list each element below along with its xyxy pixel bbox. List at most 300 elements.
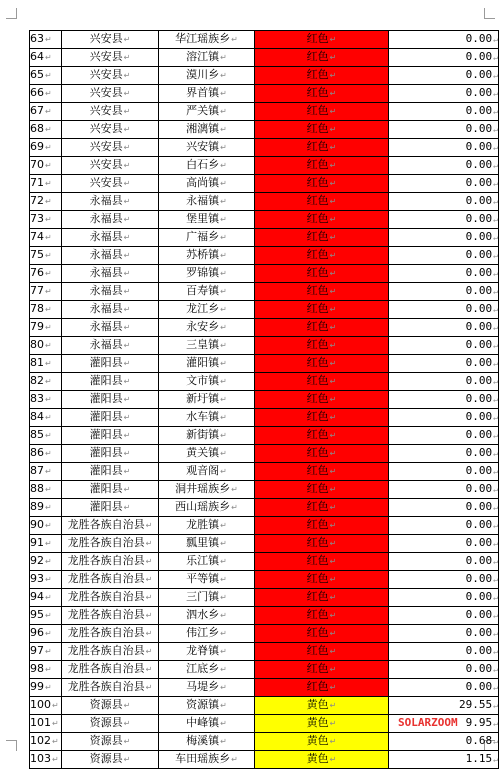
row-number-text: 101 [30,716,51,729]
warning-level-cell [255,247,389,265]
row-number-text: 83 [30,392,44,405]
paragraph-mark-icon: ↵ [145,611,153,620]
town-text: 龙脊镇 [186,644,220,657]
row-number-cell [30,733,62,751]
paragraph-mark-icon: ↵ [220,719,227,728]
paragraph-mark-icon: ↵ [329,215,337,224]
value-text: 0.00 [465,590,493,603]
value-cell [389,301,499,319]
county-cell [62,157,159,175]
warning-level-cell [255,409,389,427]
table-row [30,157,499,175]
table-row [30,319,499,337]
county-cell [62,589,159,607]
paragraph-mark-icon: ↵ [329,485,337,494]
paragraph-mark-icon: ↵ [123,467,131,476]
table-row [30,481,499,499]
paragraph-mark-icon: ↵ [123,251,131,260]
town-text: 新街镇 [186,428,220,441]
warning-level-text: 红色 [306,518,329,531]
table-row [30,67,499,85]
county-cell [62,265,159,283]
town-text: 三皇镇 [186,338,220,351]
table-row [30,355,499,373]
town-cell [159,67,255,85]
paragraph-mark-icon: ↵ [123,449,131,458]
row-number-text: 79 [30,320,44,333]
paragraph-mark-icon: ↵ [45,647,52,656]
county-cell [62,139,159,157]
value-cell [389,337,499,355]
paragraph-mark-icon: ↵ [329,683,337,692]
paragraph-mark-icon: ↵ [220,71,227,80]
town-text: 漠川乡 [186,68,220,81]
row-number-cell [30,121,62,139]
value-cell [389,427,499,445]
value-text: 0.00 [465,446,493,459]
value-cell [389,607,499,625]
table-row [30,31,499,49]
paragraph-mark-icon: ↵ [231,755,238,764]
paragraph-mark-icon: ↵ [493,647,498,656]
row-number-cell [30,319,62,337]
town-text: 观音阁 [186,464,220,477]
row-number-cell [30,445,62,463]
row-number-cell [30,643,62,661]
paragraph-mark-icon: ↵ [45,323,52,332]
paragraph-mark-icon: ↵ [329,197,337,206]
paragraph-mark-icon: ↵ [329,323,337,332]
table-row [30,427,499,445]
county-cell [62,499,159,517]
town-text: 灌阳镇 [186,356,220,369]
county-text: 灌阳县 [89,464,123,477]
paragraph-mark-icon: ↵ [45,125,52,134]
paragraph-mark-icon: ↵ [493,611,498,620]
row-number-cell [30,625,62,643]
county-text: 龙胜各族自治县 [67,590,145,603]
paragraph-mark-icon: ↵ [123,377,131,386]
paragraph-mark-icon: ↵ [123,737,131,746]
paragraph-mark-icon: ↵ [123,35,131,44]
warning-level-text: 红色 [306,572,329,585]
value-text: 0.00 [465,644,493,657]
town-text: 新圩镇 [186,392,220,405]
paragraph-mark-icon: ↵ [329,287,337,296]
paragraph-mark-icon: ↵ [220,305,227,314]
value-cell [389,211,499,229]
row-number-text: 100 [30,698,51,711]
county-text: 资源县 [89,716,123,729]
row-number-text: 93 [30,572,44,585]
county-cell [62,175,159,193]
paragraph-mark-icon: ↵ [493,557,498,566]
paragraph-mark-icon: ↵ [329,179,337,188]
county-text: 龙胜各族自治县 [67,680,145,693]
warning-level-cell [255,67,389,85]
value-cell [389,535,499,553]
county-cell [62,517,159,535]
county-cell [62,643,159,661]
paragraph-mark-icon: ↵ [123,197,131,206]
paragraph-mark-icon: ↵ [145,521,153,530]
town-cell [159,607,255,625]
paragraph-mark-icon: ↵ [45,521,52,530]
row-number-text: 86 [30,446,44,459]
warning-level-text: 红色 [306,104,329,117]
paragraph-mark-icon: ↵ [123,503,131,512]
warning-level-cell [255,175,389,193]
row-number-cell [30,751,62,769]
county-text: 兴安县 [89,158,123,171]
county-cell [62,445,159,463]
county-text: 资源县 [89,752,123,765]
row-number-text: 94 [30,590,44,603]
town-text: 溶江镇 [186,50,220,63]
value-text: 0.00 [465,104,493,117]
row-number-text: 70 [30,158,44,171]
value-cell [389,499,499,517]
row-number-cell [30,391,62,409]
row-number-cell [30,67,62,85]
paragraph-mark-icon: ↵ [329,71,337,80]
paragraph-mark-icon: ↵ [329,665,337,674]
table-row [30,571,499,589]
paragraph-mark-icon: ↵ [145,665,153,674]
paragraph-mark-icon: ↵ [220,269,227,278]
value-text: 0.00 [465,662,493,675]
paragraph-mark-icon: ↵ [329,467,337,476]
value-cell [389,481,499,499]
paragraph-mark-icon: ↵ [493,377,498,386]
county-text: 永福县 [89,338,123,351]
value-cell [389,67,499,85]
paragraph-mark-icon: ↵ [329,719,337,728]
paragraph-mark-icon: ↵ [329,647,337,656]
row-number-cell [30,463,62,481]
town-cell [159,409,255,427]
town-cell [159,121,255,139]
value-text: 0.00 [465,428,493,441]
paragraph-mark-icon: ↵ [45,161,52,170]
row-number-text: 64 [30,50,44,63]
paragraph-mark-icon: ↵ [145,575,153,584]
county-text: 永福县 [89,284,123,297]
town-text: 龙胜镇 [186,518,220,531]
paragraph-mark-icon: ↵ [123,287,131,296]
value-cell [389,589,499,607]
town-cell [159,499,255,517]
town-cell [159,337,255,355]
table-row [30,499,499,517]
town-cell [159,517,255,535]
county-text: 永福县 [89,302,123,315]
row-number-cell [30,193,62,211]
warning-level-cell [255,643,389,661]
row-number-cell [30,589,62,607]
table-row [30,679,499,697]
warning-level-text: 红色 [306,662,329,675]
warning-level-cell [255,193,389,211]
table-row [30,211,499,229]
warning-level-cell [255,391,389,409]
row-number-cell [30,499,62,517]
paragraph-mark-icon: ↵ [52,737,59,746]
county-text: 灌阳县 [89,356,123,369]
paragraph-mark-icon: ↵ [220,161,227,170]
row-number-text: 74 [30,230,44,243]
town-cell [159,283,255,301]
value-cell [389,49,499,67]
value-text: 0.00 [465,176,493,189]
warning-level-cell [255,301,389,319]
town-text: 瓢里镇 [186,536,220,549]
paragraph-mark-icon: ↵ [45,71,52,80]
value-text: 29.55 [459,698,493,711]
paragraph-mark-icon: ↵ [45,215,52,224]
value-text: 0.00 [465,554,493,567]
county-text: 资源县 [89,734,123,747]
paragraph-mark-icon: ↵ [220,665,227,674]
warning-level-cell [255,85,389,103]
warning-level-text: 红色 [306,122,329,135]
paragraph-mark-icon: ↵ [493,665,498,674]
warning-level-text: 红色 [306,176,329,189]
row-number-text: 69 [30,140,44,153]
paragraph-mark-icon: ↵ [493,467,498,476]
paragraph-mark-icon: ↵ [329,539,337,548]
county-text: 兴安县 [89,86,123,99]
paragraph-mark-icon: ↵ [145,557,153,566]
value-text: 0.00 [465,680,493,693]
value-cell [389,625,499,643]
row-number-text: 90 [30,518,44,531]
town-cell [159,103,255,121]
town-cell [159,373,255,391]
row-number-cell [30,715,62,733]
table-row [30,301,499,319]
county-text: 兴安县 [89,68,123,81]
town-text: 洞井瑶族乡 [175,482,231,495]
row-number-cell [30,571,62,589]
paragraph-mark-icon: ↵ [45,269,52,278]
table-row [30,139,499,157]
warning-level-cell [255,679,389,697]
table-row [30,535,499,553]
county-text: 龙胜各族自治县 [67,536,145,549]
paragraph-mark-icon: ↵ [329,575,337,584]
town-text: 湘漓镇 [186,122,220,135]
value-text: 0.00 [465,212,493,225]
value-text: 0.00 [465,536,493,549]
paragraph-mark-icon: ↵ [45,485,52,494]
warning-level-cell [255,517,389,535]
row-number-cell [30,373,62,391]
county-cell [62,67,159,85]
paragraph-mark-icon: ↵ [123,323,131,332]
paragraph-mark-icon: ↵ [493,305,498,314]
town-text: 西山瑶族乡 [175,500,231,513]
row-number-cell [30,103,62,121]
town-cell [159,355,255,373]
county-text: 永福县 [89,194,123,207]
paragraph-mark-icon: ↵ [493,341,498,350]
paragraph-mark-icon: ↵ [45,593,52,602]
row-number-text: 81 [30,356,44,369]
row-number-text: 102 [30,734,51,747]
warning-level-cell [255,355,389,373]
warning-level-text: 红色 [306,536,329,549]
row-number-cell [30,49,62,67]
county-cell [62,103,159,121]
value-text: 0.00 [465,320,493,333]
paragraph-mark-icon: ↵ [493,269,498,278]
value-text: 0.00 [465,122,493,135]
town-text: 界首镇 [186,86,220,99]
value-cell [389,445,499,463]
town-text: 百寿镇 [186,284,220,297]
table-row [30,607,499,625]
value-cell [389,175,499,193]
page-corner-mark-top-left [6,8,17,19]
warning-level-cell [255,481,389,499]
paragraph-mark-icon: ↵ [45,35,52,44]
county-text: 灌阳县 [89,482,123,495]
paragraph-mark-icon: ↵ [45,287,52,296]
paragraph-mark-icon: ↵ [52,719,59,728]
county-cell [62,247,159,265]
value-text: 0.00 [465,68,493,81]
town-text: 白石乡 [186,158,220,171]
value-cell [389,31,499,49]
warning-level-text: 红色 [306,446,329,459]
warning-level-cell [255,121,389,139]
paragraph-mark-icon: ↵ [220,611,227,620]
paragraph-mark-icon: ↵ [123,233,131,242]
paragraph-mark-icon: ↵ [493,413,498,422]
county-cell [62,283,159,301]
warning-level-text: 红色 [306,680,329,693]
row-number-cell [30,517,62,535]
paragraph-mark-icon: ↵ [123,485,131,494]
county-cell [62,553,159,571]
paragraph-mark-icon: ↵ [123,179,131,188]
warning-level-cell [255,463,389,481]
town-cell [159,463,255,481]
warning-level-text: 黄色 [306,698,329,711]
town-cell [159,193,255,211]
county-cell [62,391,159,409]
paragraph-mark-icon: ↵ [329,251,337,260]
paragraph-mark-icon: ↵ [329,611,337,620]
value-cell [389,193,499,211]
paragraph-mark-icon: ↵ [123,305,131,314]
paragraph-mark-icon: ↵ [123,89,131,98]
town-cell [159,139,255,157]
township-warning-table [29,30,499,769]
paragraph-mark-icon: ↵ [45,377,52,386]
county-text: 资源县 [89,698,123,711]
warning-level-cell [255,427,389,445]
county-text: 灌阳县 [89,410,123,423]
table-row [30,103,499,121]
town-cell [159,661,255,679]
town-cell [159,175,255,193]
table-row [30,463,499,481]
watermark-logo: SOLARZOOM [398,716,458,729]
row-number-text: 91 [30,536,44,549]
town-cell [159,247,255,265]
paragraph-mark-icon: ↵ [493,53,498,62]
row-number-text: 85 [30,428,44,441]
value-cell [389,643,499,661]
warning-level-text: 黄色 [306,752,329,765]
row-number-text: 82 [30,374,44,387]
county-text: 永福县 [89,266,123,279]
warning-level-text: 红色 [306,248,329,261]
paragraph-mark-icon: ↵ [493,539,498,548]
value-text: 0.00 [465,32,493,45]
table-row [30,697,499,715]
town-cell [159,589,255,607]
page-corner-mark-top-right [484,8,495,19]
town-text: 文市镇 [186,374,220,387]
value-text: 0.00 [465,86,493,99]
value-cell [389,373,499,391]
value-cell [389,751,499,769]
value-cell [389,553,499,571]
paragraph-mark-icon: ↵ [329,143,337,152]
paragraph-mark-icon: ↵ [329,431,337,440]
paragraph-mark-icon: ↵ [45,665,52,674]
paragraph-mark-icon: ↵ [220,395,227,404]
row-number-text: 72 [30,194,44,207]
row-number-text: 66 [30,86,44,99]
paragraph-mark-icon: ↵ [45,107,52,116]
warning-level-text: 红色 [306,428,329,441]
county-cell [62,229,159,247]
county-cell [62,319,159,337]
paragraph-mark-icon: ↵ [329,341,337,350]
warning-level-text: 红色 [306,374,329,387]
paragraph-mark-icon: ↵ [123,755,131,764]
paragraph-mark-icon: ↵ [329,125,337,134]
town-cell [159,679,255,697]
value-cell [389,121,499,139]
county-text: 永福县 [89,248,123,261]
warning-level-text: 红色 [306,410,329,423]
county-cell [62,481,159,499]
town-cell [159,535,255,553]
warning-level-cell [255,553,389,571]
table-row [30,337,499,355]
paragraph-mark-icon: ↵ [52,755,59,764]
value-text: 0.00 [465,338,493,351]
paragraph-mark-icon: ↵ [123,161,131,170]
warning-level-text: 红色 [306,158,329,171]
table-row [30,589,499,607]
town-cell [159,85,255,103]
county-text: 龙胜各族自治县 [67,626,145,639]
county-cell [62,193,159,211]
warning-level-text: 黄色 [306,734,329,747]
paragraph-mark-icon: ↵ [329,305,337,314]
row-number-text: 97 [30,644,44,657]
paragraph-mark-icon: ↵ [45,197,52,206]
warning-level-cell [255,625,389,643]
paragraph-mark-icon: ↵ [123,215,131,224]
paragraph-mark-icon: ↵ [329,449,337,458]
